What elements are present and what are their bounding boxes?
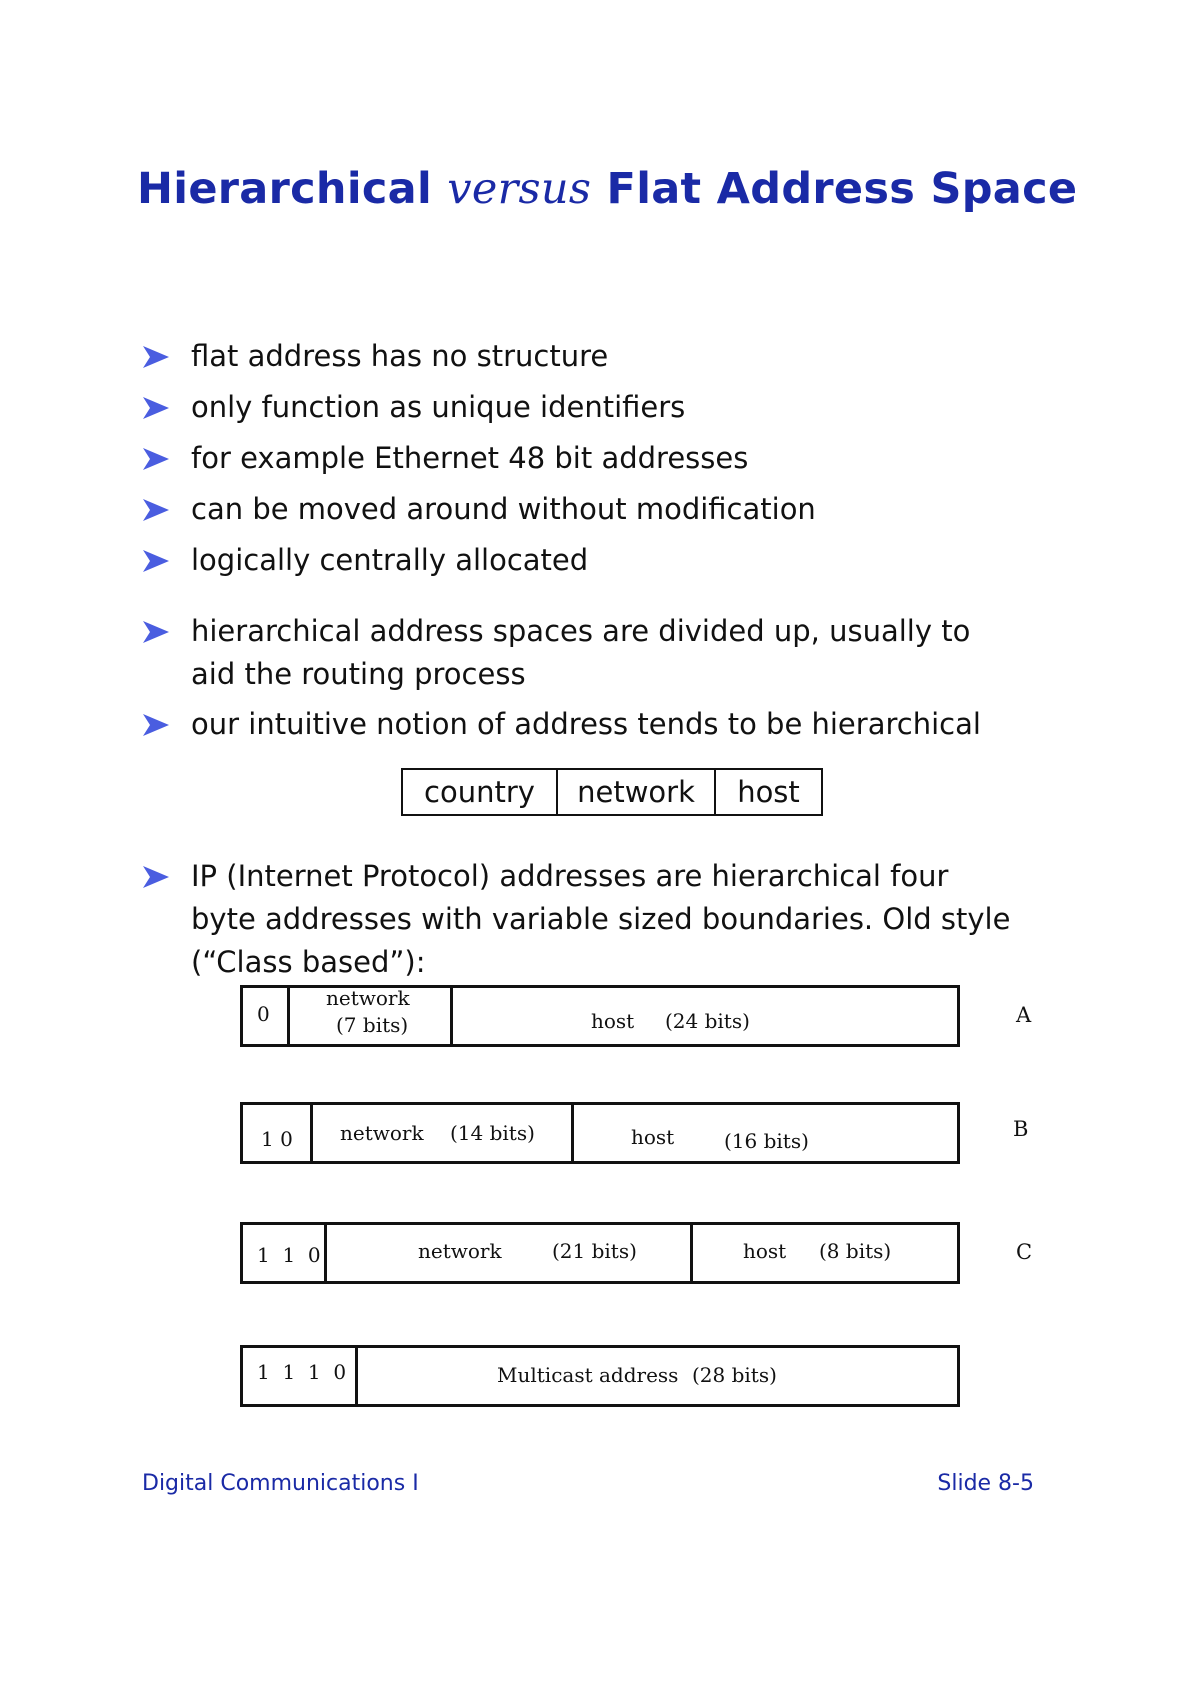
network-bits: (21 bits) [552, 1239, 637, 1263]
prefix-field [243, 1105, 313, 1161]
title-part-1: Hierarchical [137, 164, 433, 214]
prefix-bits: 1 1 0 [257, 1243, 321, 1267]
arrow-bullet-icon [141, 344, 171, 370]
network-bits: (7 bits) [336, 1013, 409, 1037]
page-title [137, 164, 1077, 214]
host-field [693, 1225, 957, 1281]
network-field [313, 1105, 574, 1161]
network-field [290, 988, 453, 1044]
class-label-c: C [1016, 1240, 1033, 1264]
title-part-2: versus [447, 164, 592, 214]
ip-class-c-box [240, 1222, 960, 1284]
prefix-bits: 1 1 1 0 [257, 1360, 347, 1384]
arrow-bullet-icon [141, 497, 171, 523]
arrow-bullet-icon [141, 446, 171, 472]
hier-field-network: network [558, 770, 716, 814]
network-label: network [418, 1239, 502, 1263]
ip-class-a-box [240, 985, 960, 1047]
footer-slide-number: Slide 8-5 [937, 1471, 1034, 1496]
network-field [327, 1225, 693, 1281]
title-part-3: Flat Address Space [606, 164, 1078, 214]
hier-field-country: country [403, 770, 558, 814]
host-bits: (8 bits) [819, 1239, 892, 1263]
multicast-bits: (28 bits) [692, 1363, 777, 1387]
bullet-text: flat address has no structure [191, 339, 609, 373]
ip-class-b-box [240, 1102, 960, 1164]
network-bits: (14 bits) [450, 1121, 535, 1145]
host-bits: (24 bits) [665, 1009, 750, 1033]
arrow-bullet-icon [141, 395, 171, 421]
prefix-field [243, 988, 290, 1044]
prefix-bits: 1 0 [261, 1127, 293, 1151]
footer-course-title: Digital Communications I [142, 1471, 419, 1496]
bullet-text: IP (Internet Protocol) addresses are hierarchical four byte addresses with variable sized boundaries. Old style (“Class based”): [191, 859, 1011, 979]
host-label: host [591, 1009, 635, 1033]
bullet-text: logically centrally allocated [191, 543, 589, 577]
host-label: host [743, 1239, 787, 1263]
prefix-field [243, 1348, 358, 1404]
arrow-bullet-icon [141, 864, 171, 890]
arrow-bullet-icon [141, 712, 171, 738]
host-bits: (16 bits) [724, 1129, 809, 1153]
class-label-b: B [1013, 1117, 1029, 1141]
hier-field-host: host [737, 775, 800, 809]
bullet-text: hierarchical address spaces are divided up, usually to aid the routing process [191, 614, 971, 691]
host-field [574, 1105, 957, 1161]
arrow-bullet-icon [141, 548, 171, 574]
network-label: network [326, 986, 410, 1010]
host-field [453, 988, 957, 1044]
arrow-bullet-icon [141, 619, 171, 645]
hierarchical-address-box [401, 768, 823, 816]
bullet-text: for example Ethernet 48 bit addresses [191, 441, 749, 475]
prefix-bits: 0 [257, 1002, 270, 1026]
network-label: network [340, 1121, 424, 1145]
bullet-text: only function as unique identifiers [191, 390, 686, 424]
multicast-label: Multicast address [497, 1363, 679, 1387]
bullet-text: our intuitive notion of address tends to be hierarchical [191, 707, 981, 741]
bullet-text: can be moved around without modification [191, 492, 816, 526]
ip-multicast-box [240, 1345, 960, 1407]
host-label: host [631, 1125, 675, 1149]
class-label-a: A [1016, 1003, 1032, 1027]
prefix-field [243, 1225, 327, 1281]
multicast-field [358, 1348, 957, 1404]
